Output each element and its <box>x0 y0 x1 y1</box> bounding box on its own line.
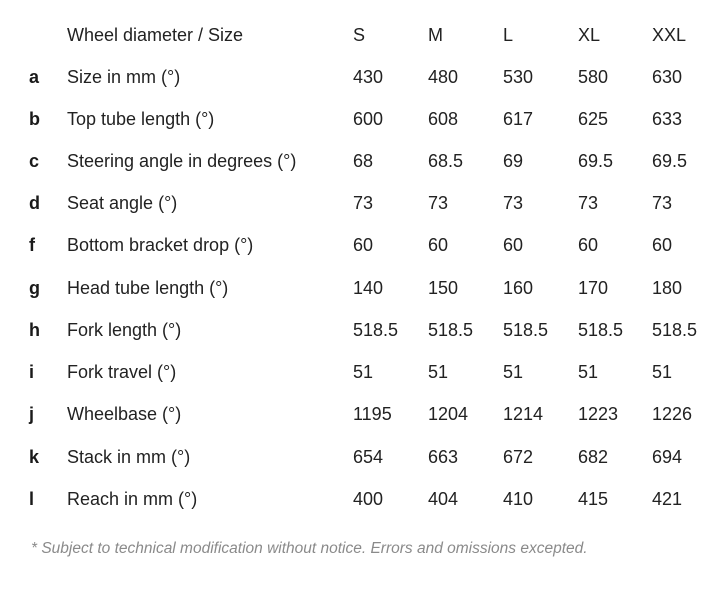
table-row <box>0 357 720 387</box>
table-row <box>0 442 720 472</box>
row-value: 630 <box>652 67 683 87</box>
row-label: Seat angle (°) <box>67 193 178 213</box>
table-row <box>0 230 720 260</box>
row-value: 73 <box>503 193 524 213</box>
row-value: 430 <box>353 67 384 87</box>
size-header: XL <box>578 25 601 45</box>
row-value: 170 <box>578 278 609 298</box>
row-value: 1226 <box>652 404 693 424</box>
row-value: 400 <box>353 489 384 509</box>
size-header: XXL <box>652 25 687 45</box>
row-value: 1223 <box>578 404 619 424</box>
row-letter: g <box>29 278 40 298</box>
row-value: 180 <box>652 278 683 298</box>
row-value: 530 <box>503 67 534 87</box>
row-value: 580 <box>578 67 609 87</box>
size-header: S <box>353 25 366 45</box>
row-value: 51 <box>578 362 599 382</box>
row-label: Fork length (°) <box>67 320 182 340</box>
row-value: 518.5 <box>503 320 549 340</box>
table-row <box>0 62 720 92</box>
table-row <box>0 146 720 176</box>
row-letter: c <box>29 151 40 171</box>
row-value: 617 <box>503 109 534 129</box>
row-value: 73 <box>353 193 374 213</box>
row-value: 633 <box>652 109 683 129</box>
row-value: 73 <box>428 193 449 213</box>
row-value: 1214 <box>503 404 544 424</box>
row-value: 694 <box>652 447 683 467</box>
row-value: 60 <box>652 235 673 255</box>
row-letter: d <box>29 193 40 213</box>
row-letter: a <box>29 67 40 87</box>
row-value: 69.5 <box>652 151 688 171</box>
row-value: 421 <box>652 489 683 509</box>
row-label: Top tube length (°) <box>67 109 215 129</box>
row-value: 608 <box>428 109 459 129</box>
row-value: 69.5 <box>578 151 614 171</box>
row-value: 415 <box>578 489 609 509</box>
table-row <box>0 104 720 134</box>
table-row <box>0 315 720 345</box>
row-label: Bottom bracket drop (°) <box>67 235 254 255</box>
row-value: 480 <box>428 67 459 87</box>
row-letter: h <box>29 320 40 340</box>
row-letter: b <box>29 109 40 129</box>
row-value: 140 <box>353 278 384 298</box>
row-value: 60 <box>578 235 599 255</box>
row-label: Head tube length (°) <box>67 278 229 298</box>
row-value: 69 <box>503 151 524 171</box>
row-letter: j <box>29 404 35 424</box>
row-value: 73 <box>652 193 673 213</box>
row-letter: f <box>29 235 35 255</box>
row-label: Steering angle in degrees (°) <box>67 151 297 171</box>
table-row <box>0 484 720 514</box>
row-value: 682 <box>578 447 609 467</box>
row-value: 1195 <box>353 404 392 424</box>
row-letter: i <box>29 362 35 382</box>
footnote: * Subject to technical modification without notice. Errors and omissions excepted. <box>31 540 588 557</box>
row-label: Fork travel (°) <box>67 362 177 382</box>
row-label: Reach in mm (°) <box>67 489 198 509</box>
row-value: 518.5 <box>428 320 474 340</box>
row-value: 150 <box>428 278 459 298</box>
header-row <box>0 20 720 50</box>
row-value: 654 <box>353 447 384 467</box>
row-value: 68 <box>353 151 374 171</box>
row-value: 600 <box>353 109 384 129</box>
row-label: Stack in mm (°) <box>67 447 191 467</box>
row-value: 60 <box>503 235 524 255</box>
row-value: 410 <box>503 489 534 509</box>
row-label: Wheelbase (°) <box>67 404 182 424</box>
table-row <box>0 399 720 429</box>
row-value: 73 <box>578 193 599 213</box>
row-value: 68.5 <box>428 151 464 171</box>
size-header: L <box>503 25 514 45</box>
row-value: 663 <box>428 447 459 467</box>
row-value: 672 <box>503 447 534 467</box>
row-value: 518.5 <box>353 320 399 340</box>
table-row <box>0 188 720 218</box>
size-header: M <box>428 25 443 45</box>
row-value: 51 <box>503 362 524 382</box>
row-value: 60 <box>353 235 374 255</box>
row-value: 625 <box>578 109 609 129</box>
header-label: Wheel diameter / Size <box>67 25 244 45</box>
row-value: 518.5 <box>578 320 624 340</box>
row-label: Size in mm (°) <box>67 67 181 87</box>
row-value: 60 <box>428 235 449 255</box>
row-letter: k <box>29 447 40 467</box>
row-value: 51 <box>652 362 673 382</box>
row-value: 160 <box>503 278 534 298</box>
row-letter: l <box>29 489 35 509</box>
row-value: 51 <box>428 362 449 382</box>
row-value: 1204 <box>428 404 469 424</box>
row-value: 518.5 <box>652 320 698 340</box>
table-row <box>0 273 720 303</box>
row-value: 404 <box>428 489 459 509</box>
row-value: 51 <box>353 362 374 382</box>
